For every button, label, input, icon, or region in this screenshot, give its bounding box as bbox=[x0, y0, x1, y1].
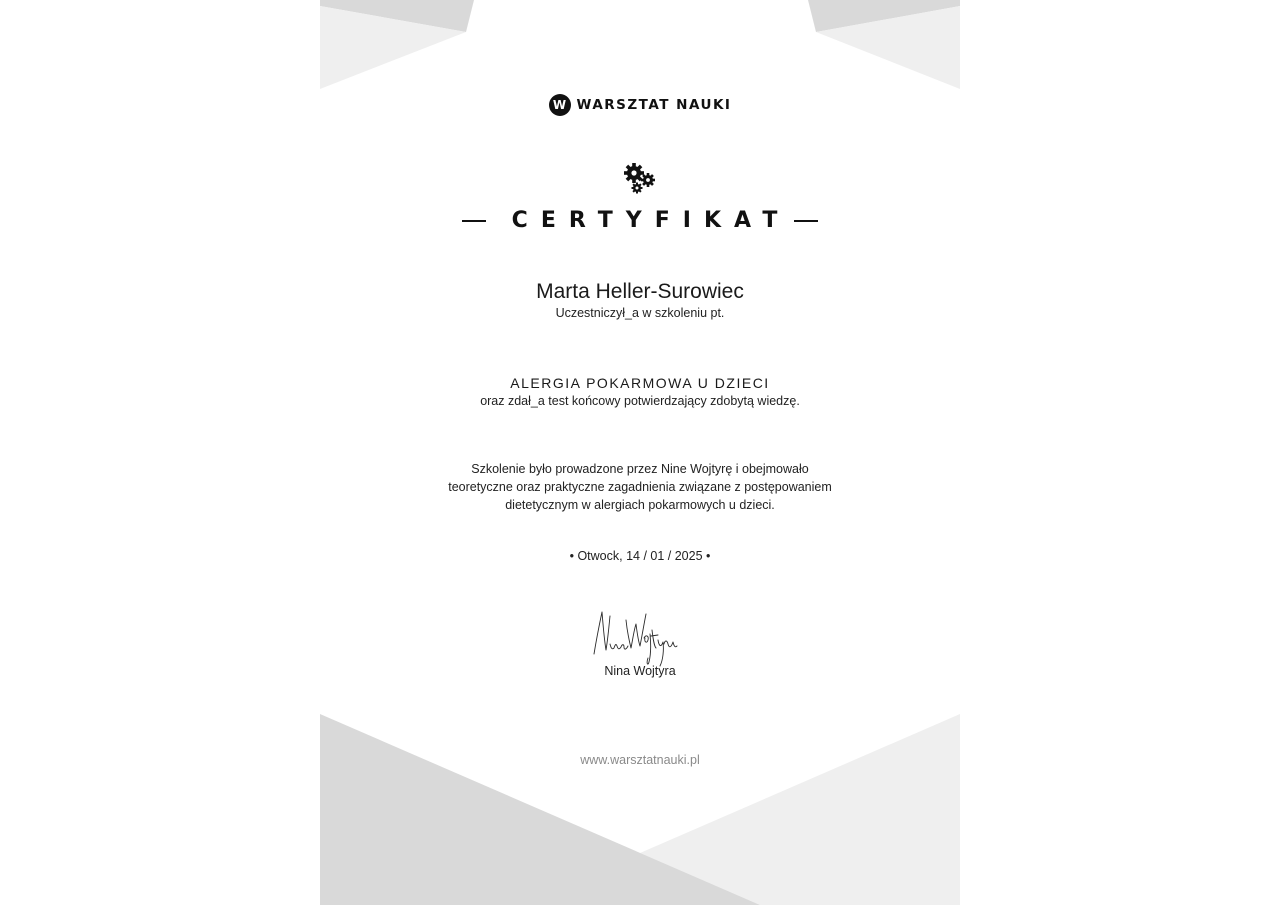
course-name: ALERGIA POKARMOWA U DZIECI bbox=[510, 375, 770, 391]
brand-logo bbox=[320, 94, 960, 116]
description-line-2: teoretyczne oraz praktyczne zagadnienia związane z postępowaniem bbox=[448, 480, 832, 494]
description-line-1: Szkolenie było prowadzone przez Nine Wojtyrę i obejmowało bbox=[471, 462, 809, 476]
course-description bbox=[320, 460, 960, 514]
title-dash-right bbox=[794, 220, 818, 222]
background-shapes bbox=[320, 0, 960, 905]
place-date: • Otwock, 14 / 01 / 2025 • bbox=[569, 549, 711, 563]
certificate-title bbox=[320, 208, 960, 233]
participation-text: Uczestniczył_a w szkoleniu pt. bbox=[555, 306, 725, 320]
logo-mark: W bbox=[549, 94, 571, 116]
logo-text: WARSZTAT NAUKI bbox=[576, 97, 732, 113]
gears-icon bbox=[622, 161, 658, 197]
title-dash-left bbox=[462, 220, 486, 222]
certificate-page bbox=[320, 0, 960, 905]
title-text: CERTYFIKAT bbox=[511, 208, 791, 233]
passed-text: oraz zdał_a test końcowy potwierdzający zdobytą wiedzę. bbox=[480, 394, 800, 408]
description-line-3: dietetycznym w alergiach pokarmowych u dzieci. bbox=[505, 498, 775, 512]
recipient-name: Marta Heller-Surowiec bbox=[536, 280, 744, 303]
handwritten-signature bbox=[588, 604, 678, 668]
footer-website: www.warsztatnauki.pl bbox=[580, 753, 700, 767]
signer-name: Nina Wojtyra bbox=[604, 664, 676, 678]
